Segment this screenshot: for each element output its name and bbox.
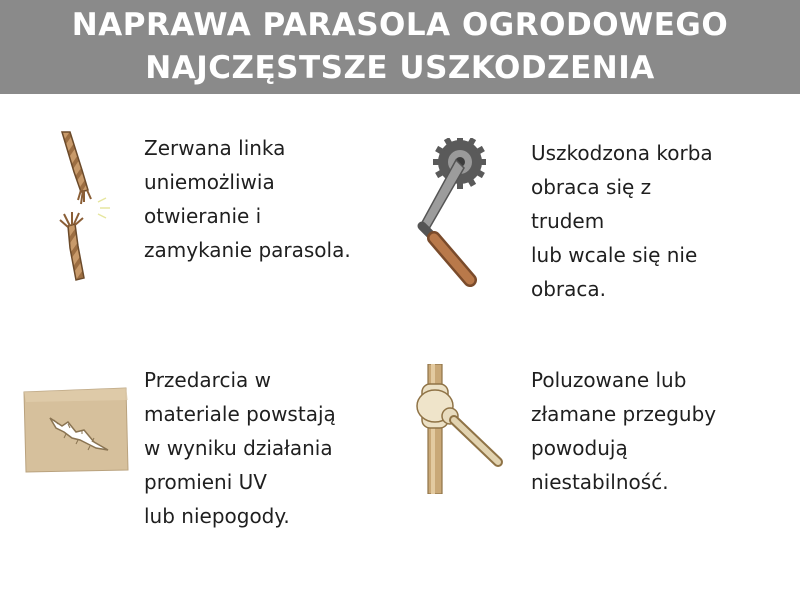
item-line: obraca. (531, 277, 607, 301)
item-text-broken-rope (144, 131, 351, 267)
item-line: powodują (531, 436, 628, 460)
item-text-torn-fabric (144, 363, 336, 533)
item-line: uniemożliwia (144, 170, 275, 194)
item-line: promieni UV (144, 470, 267, 494)
header-title-line-2: NAJCZĘSTSZE USZKODZENIA (145, 50, 655, 86)
item-line: złamane przeguby (531, 402, 717, 426)
crank-handle-icon (412, 138, 486, 288)
item-line: otwieranie i (144, 204, 262, 228)
item-line: niestabilność. (531, 470, 669, 494)
item-line: obraca się z (531, 175, 652, 199)
item-line: w wyniku działania (144, 436, 333, 460)
item-line: zamykanie parasola. (144, 238, 351, 262)
item-line: Poluzowane lub (531, 368, 687, 392)
item-text-pole-joint (531, 363, 716, 499)
item-line: Przedarcia w (144, 368, 271, 392)
item-line: materiale powstają (144, 402, 336, 426)
torn-fabric-icon (22, 386, 130, 474)
broken-rope-icon (48, 128, 118, 283)
page-header (0, 0, 800, 94)
item-line: lub niepogody. (144, 504, 290, 528)
item-text-crank-handle (531, 136, 713, 306)
pole-joint-icon (412, 364, 508, 494)
item-line: trudem (531, 209, 605, 233)
item-line: Uszkodzona korba (531, 141, 713, 165)
item-line: lub wcale się nie (531, 243, 698, 267)
header-title-line-1: NAPRAWA PARASOLA OGRODOWEGO (71, 7, 729, 43)
item-line: Zerwana linka (144, 136, 286, 160)
